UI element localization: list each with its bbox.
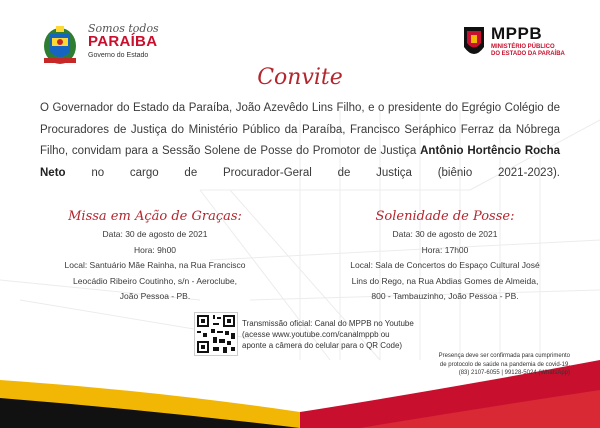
- mppb-emblem-icon: [462, 25, 486, 61]
- invitation-text-part2: no cargo de Procurador-Geral de Justiça (biênio 2021-2023).: [65, 166, 560, 179]
- missa-title: Missa em Ação de Graças:: [68, 209, 242, 224]
- transmission-line1: Transmissão oficial: Canal do MPPB no Youtube: [242, 319, 414, 328]
- transmission-line3: aponte a câmera do celular para o QR Code): [242, 341, 403, 350]
- solenidade-details: [325, 227, 565, 305]
- left-logo-tagline: Somos todos: [88, 22, 159, 35]
- transmission-line2[interactable]: (acesse www.youtube.com/canalmppb ou: [242, 330, 390, 339]
- solenidade-title: Solenidade de Posse:: [375, 209, 515, 224]
- right-logo-sub-line1: MINISTÉRIO PÚBLICO: [491, 44, 555, 50]
- page-title: Convite: [257, 65, 343, 90]
- solenidade-local-line2: Lins do Rego, na Rua Abdias Gomes de Almeida,: [351, 275, 539, 286]
- missa-local-line3: João Pessoa - PB.: [119, 291, 191, 301]
- solenidade-local-line3: 800 - Tambauzinho, João Pessoa - PB.: [371, 291, 519, 301]
- solenidade-time: Hora: 17h00: [421, 244, 469, 255]
- missa-details: [50, 227, 260, 305]
- left-logo-name: PARAÍBA: [88, 33, 158, 50]
- rsvp-note-line1: Presença deve ser confirmada para cumprimento: [438, 353, 570, 359]
- solenidade-date: Data: 30 de agosto de 2021: [392, 229, 498, 239]
- right-logo-sub-line2: DO ESTADO DA PARAÍBA: [491, 51, 565, 57]
- transmission-info: [242, 318, 422, 351]
- rsvp-note: [410, 352, 570, 378]
- invitee-name: Antônio Hortêncio Rocha Neto: [40, 145, 560, 179]
- paraiba-coat-of-arms-icon: [38, 24, 82, 70]
- invitation-text-part1: O Governador do Estado da Paraíba, João Azevêdo Lins Filho, e o presidente do Egrégio Colégio de Procuradores de Justiça do Ministério Público da Paraíba, Francisco Seráphico Ferraz da Nóbrega Filho, convidam para a Sessão Solene de Posse do Promotor de Justiça: [40, 102, 560, 157]
- missa-local-line1: Local: Santuário Mãe Rainha, na Rua Francisco: [64, 260, 246, 270]
- rsvp-note-line2: de protocolo de saúde na pandemia de covid-19.: [439, 361, 570, 368]
- missa-date: Data: 30 de agosto de 2021: [102, 229, 208, 239]
- qr-code-icon[interactable]: [194, 312, 238, 356]
- missa-local-line2: Leocádio Ribeiro Coutinho, s/n - Aeroclube,: [73, 275, 237, 286]
- invitation-text: [40, 98, 560, 184]
- left-logo-subtitle: Governo do Estado: [88, 52, 149, 59]
- solenidade-local-line1: Local: Sala de Concertos do Espaço Cultural José: [350, 260, 540, 270]
- missa-time: Hora: 9h00: [133, 244, 177, 255]
- rsvp-note-contacts: (83) 2107-6055 | 99128-5024 (WhatsApp): [458, 370, 570, 376]
- right-logo-name: MPPB: [491, 24, 543, 43]
